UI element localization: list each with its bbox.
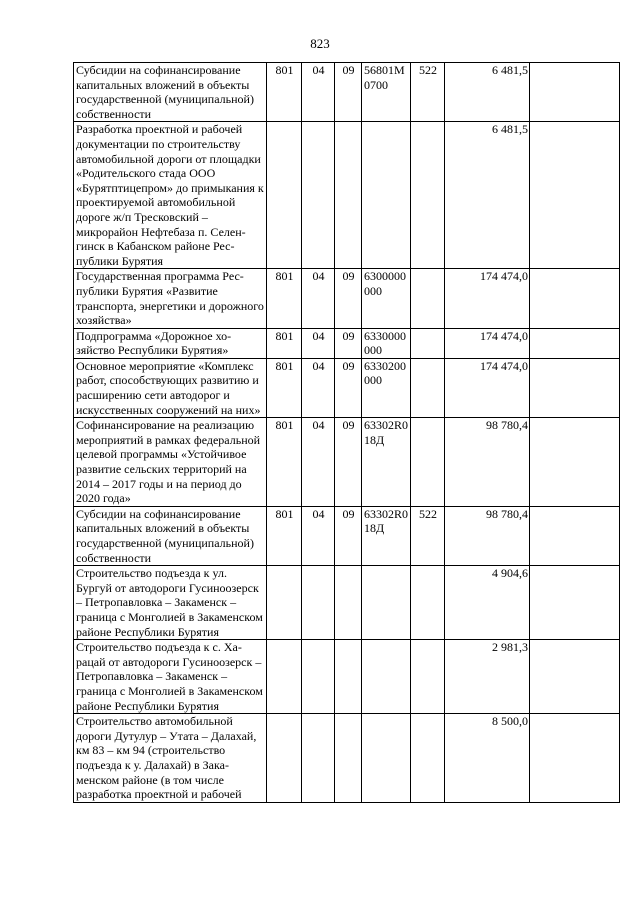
ministry-code-cell: 801	[267, 506, 302, 565]
table-row	[74, 269, 620, 328]
extra-amount-cell	[530, 418, 620, 507]
section-code-cell: 04	[302, 269, 335, 328]
target-article-cell	[362, 566, 411, 640]
table-row	[74, 506, 620, 565]
target-article-cell	[362, 640, 411, 714]
extra-amount-cell	[530, 640, 620, 714]
section-code-cell: 04	[302, 506, 335, 565]
extra-amount-cell	[530, 328, 620, 358]
subsection-code-cell	[335, 714, 362, 803]
target-article-cell: 6330000 000	[362, 328, 411, 358]
target-article-cell: 6330200 000	[362, 358, 411, 417]
extra-amount-cell	[530, 358, 620, 417]
row-name-cell: Строительство подъезда к ул. Бургуй от автодороги Гусиноозерск – Петропавловка – Закаменск – граница с Монголией в Закаменском районе Республики Бурятия	[74, 566, 267, 640]
row-name-cell: Субсидии на софинансирование капитальных вложений в объекты государственной (муниципальной) собственности	[74, 63, 267, 122]
section-code-cell: 04	[302, 63, 335, 122]
table-row	[74, 714, 620, 803]
expense-type-cell	[411, 269, 445, 328]
expense-type-cell	[411, 566, 445, 640]
ministry-code-cell: 801	[267, 63, 302, 122]
extra-amount-cell	[530, 63, 620, 122]
amount-cell: 98 780,4	[445, 418, 530, 507]
ministry-code-cell	[267, 714, 302, 803]
extra-amount-cell	[530, 714, 620, 803]
extra-amount-cell	[530, 506, 620, 565]
subsection-code-cell	[335, 640, 362, 714]
target-article-cell: 56801M 0700	[362, 63, 411, 122]
subsection-code-cell: 09	[335, 358, 362, 417]
subsection-code-cell: 09	[335, 328, 362, 358]
section-code-cell	[302, 714, 335, 803]
ministry-code-cell: 801	[267, 328, 302, 358]
amount-cell: 6 481,5	[445, 122, 530, 269]
table-row	[74, 122, 620, 269]
expense-type-cell	[411, 714, 445, 803]
row-name-cell: Субсидии на софинансирование капитальных вложений в объекты государственной (муниципальной) собственности	[74, 506, 267, 565]
extra-amount-cell	[530, 566, 620, 640]
table-row	[74, 566, 620, 640]
page-number: 823	[310, 36, 330, 51]
amount-cell: 4 904,6	[445, 566, 530, 640]
target-article-cell: 6300000 000	[362, 269, 411, 328]
ministry-code-cell	[267, 566, 302, 640]
amount-cell: 6 481,5	[445, 63, 530, 122]
target-article-cell	[362, 714, 411, 803]
target-article-cell: 63302R0 18Д	[362, 506, 411, 565]
row-name-cell: Строительство подъезда к с. Харацай от автодороги Гусиноозерск – Петропавловка – Закаменск – граница с Монголией в Закаменском районе Республики Бурятия	[74, 640, 267, 714]
ministry-code-cell: 801	[267, 418, 302, 507]
subsection-code-cell	[335, 566, 362, 640]
table-row	[74, 328, 620, 358]
amount-cell: 2 981,3	[445, 640, 530, 714]
expense-type-cell	[411, 122, 445, 269]
subsection-code-cell: 09	[335, 418, 362, 507]
amount-cell: 174 474,0	[445, 269, 530, 328]
ministry-code-cell	[267, 640, 302, 714]
row-name-cell: Строительство автомобильной дороги Дутулур – Утата – Далахай, км 83 – км 94 (строительство подъезда к у. Далахай) в Закаменском районе (в том числе разработка проектной и рабочей	[74, 714, 267, 803]
row-name-cell: Основное мероприятие «Комплекс работ, способствующих развитию и расширению сети автодорог и искусственных сооружений на них»	[74, 358, 267, 417]
row-name-cell: Софинансирование на реализацию мероприятий в рамках федеральной целевой программы «Устойчивое развитие сельских территорий на 2014 – 2017 годы и на период до 2020 года»	[74, 418, 267, 507]
subsection-code-cell: 09	[335, 63, 362, 122]
target-article-cell: 63302R0 18Д	[362, 418, 411, 507]
section-code-cell: 04	[302, 418, 335, 507]
expense-type-cell: 522	[411, 63, 445, 122]
ministry-code-cell: 801	[267, 358, 302, 417]
expense-type-cell: 522	[411, 506, 445, 565]
section-code-cell: 04	[302, 328, 335, 358]
expense-type-cell	[411, 418, 445, 507]
table-row	[74, 358, 620, 417]
table-row	[74, 63, 620, 122]
section-code-cell: 04	[302, 358, 335, 417]
expense-type-cell	[411, 358, 445, 417]
row-name-cell: Подпрограмма «Дорожное хозяйство Республики Бурятия»	[74, 328, 267, 358]
budget-table	[73, 62, 620, 803]
target-article-cell	[362, 122, 411, 269]
section-code-cell	[302, 122, 335, 269]
ministry-code-cell	[267, 122, 302, 269]
amount-cell: 8 500,0	[445, 714, 530, 803]
section-code-cell	[302, 566, 335, 640]
table-row	[74, 640, 620, 714]
amount-cell: 98 780,4	[445, 506, 530, 565]
ministry-code-cell: 801	[267, 269, 302, 328]
extra-amount-cell	[530, 122, 620, 269]
expense-type-cell	[411, 328, 445, 358]
expense-type-cell	[411, 640, 445, 714]
table-row	[74, 418, 620, 507]
row-name-cell: Государственная программа Республики Бурятия «Развитие транспорта, энергетики и дорожного хозяйства»	[74, 269, 267, 328]
amount-cell: 174 474,0	[445, 358, 530, 417]
subsection-code-cell: 09	[335, 269, 362, 328]
budget-table-body	[74, 63, 620, 803]
extra-amount-cell	[530, 269, 620, 328]
section-code-cell	[302, 640, 335, 714]
row-name-cell: Разработка проектной и рабочей документации по строительству автомобильной дороги от площадки «Родительского стада ООО «Бурятптицепром» до примыкания к проектируемой автомобильной дороге ж/п Тресковский – микрорайон Нефтебаза п. Селенгинск в Кабанском районе Республики Бурятия	[74, 122, 267, 269]
amount-cell: 174 474,0	[445, 328, 530, 358]
subsection-code-cell: 09	[335, 506, 362, 565]
subsection-code-cell	[335, 122, 362, 269]
